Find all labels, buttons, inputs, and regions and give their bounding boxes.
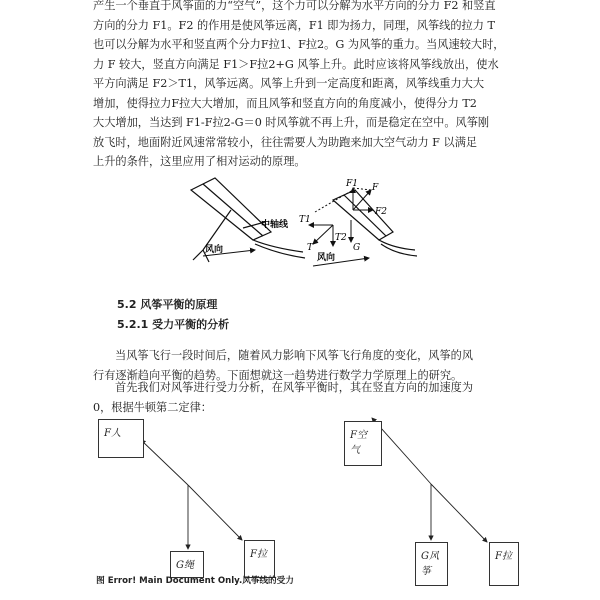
text-line: 增加，使得拉力F拉大大增加，而且风筝和竖直方向的角度减小，使得分力 T2 — [93, 96, 477, 110]
label-wind-right: 风向 — [317, 253, 336, 263]
box-pull-right — [489, 542, 519, 586]
label-rope-gravity: G绳 — [176, 560, 194, 571]
label-F1: F1 — [346, 179, 358, 189]
heading-section-5-2: 5.2 风筝平衡的原理 — [117, 298, 218, 311]
text-line: 行有逐渐趋向平衡的趋势。下面想就这一趋势进行数学力学原理上的研究。 — [93, 368, 463, 382]
text-line: 也可以分解为水平和竖直两个分力F拉1、F拉2。G 为风筝的重力。当风速较大时， — [93, 38, 505, 51]
label-force-person: F人 — [104, 428, 121, 439]
label-F: F — [372, 183, 379, 193]
box-pull-left — [244, 540, 275, 578]
paragraph-newton — [93, 378, 508, 417]
label-pull-left: F拉 — [250, 549, 267, 560]
text-line: 首先我们对风筝进行受力分析，在风筝平衡时，其在竖直方向的加速度为 — [115, 381, 474, 394]
label-F2: F2 — [375, 207, 387, 217]
text-line: 放飞时，地面附近风速常常较小，往往需要人为助跑来加大空气动力 F 以满足 — [93, 135, 478, 149]
label-T1: T1 — [299, 215, 311, 225]
kite-force-svg — [183, 170, 418, 280]
box-air-force — [344, 421, 382, 466]
text-line: 0，根据牛顿第二定律： — [93, 400, 212, 414]
text-line: 平方向满足 F2＞T1，风筝远离。风筝上升到一定高度和距离，风筝线重力大大 — [93, 77, 485, 90]
text-line: 产生一个垂直于风筝面的力“空气”，这个力可以分解为水平方向的分力 F2 和竖直 — [93, 0, 496, 12]
kite-force-figure — [183, 170, 418, 280]
text-line: 上升的条件，这里应用了相对运动的原理。 — [93, 155, 306, 168]
text-line: 大大增加，当达到 F1-F拉2-G＝0 时风筝就不再上升，而是稳定在空中。风筝刚 — [93, 116, 490, 129]
heading-section-5-2-1: 5.2.1 受力平衡的分析 — [117, 318, 230, 331]
text-line: 方向的分力 F1。F2 的作用是使风筝远离，F1 即为扬力，同理，风筝线的拉力 T — [93, 18, 495, 32]
label-wind-left: 风向 — [205, 245, 224, 255]
kite-right — [333, 190, 417, 256]
label-pull-right: F拉 — [495, 551, 512, 562]
box-force-person — [98, 419, 144, 458]
label-G: G — [353, 243, 361, 253]
label-kite-gravity: G风筝 — [421, 551, 439, 577]
figure-caption: 图 Error! Main Document Only.风筝线的受力 — [96, 576, 294, 586]
text-line: 力 F 较大，竖直方向满足 F1＞F拉2+G 风筝上升。此时应该将风筝线放出，使水 — [93, 57, 499, 71]
label-air-force: F空气 — [350, 430, 367, 456]
text-line: 当风筝飞行一段时间后，随着风力影响下风筝飞行角度的变化，风筝的风 — [115, 349, 474, 362]
label-axis: 中轴线 — [261, 220, 289, 230]
label-T: T — [307, 243, 314, 253]
box-kite-gravity — [415, 542, 448, 586]
paragraph-force-decomposition — [93, 0, 508, 172]
label-T2: T2 — [335, 233, 347, 243]
